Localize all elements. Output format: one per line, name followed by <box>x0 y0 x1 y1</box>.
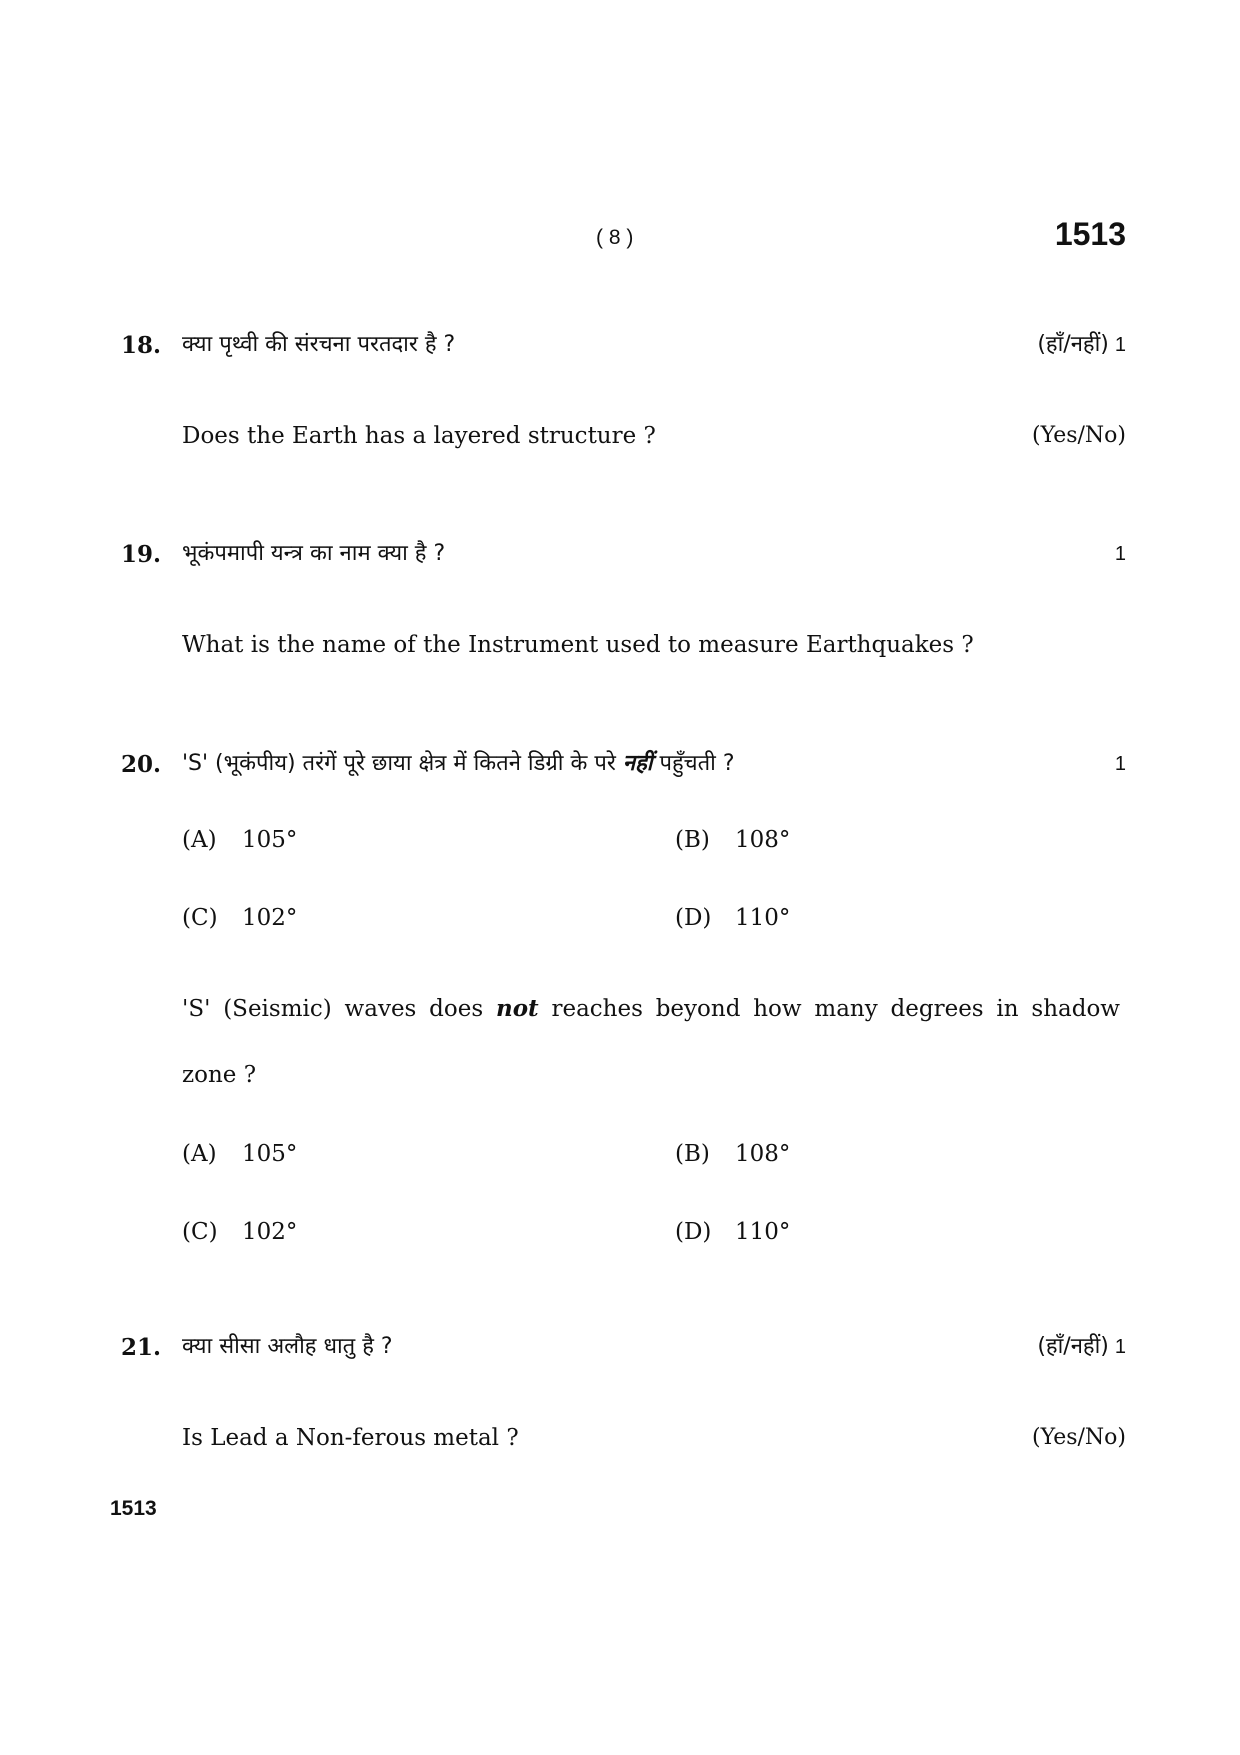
question-21-english: Is Lead a Non-ferous metal ? <box>182 1425 519 1451</box>
option-value: 110° <box>735 905 791 931</box>
question-18-hindi: क्या पृथ्वी की संरचना परतदार है ? <box>182 332 456 357</box>
option-value: 102° <box>242 905 298 931</box>
option-label: (A) <box>182 827 217 853</box>
emphasis-not-english: not <box>495 995 539 1022</box>
paper-code-header: 1513 <box>1054 216 1126 252</box>
option-label: (D) <box>675 1219 712 1245</box>
option-value: 110° <box>735 1219 791 1245</box>
option-b-hindi <box>675 827 790 853</box>
paper-code-footer: 1513 <box>110 1497 157 1520</box>
question-18-hindi-right <box>1037 328 1126 358</box>
marks: 1 <box>1114 753 1126 775</box>
question-number-18: 18. <box>121 332 162 359</box>
option-value: 105° <box>242 1141 298 1167</box>
option-value: 105° <box>242 827 298 853</box>
option-value: 108° <box>735 827 791 853</box>
option-a-hindi <box>182 827 297 853</box>
question-20-hindi <box>182 747 735 777</box>
answer-format-hindi: (हाँ/नहीं) <box>1037 1334 1109 1359</box>
option-label: (C) <box>182 905 218 931</box>
question-18-english: Does the Earth has a layered structure ? <box>182 423 656 449</box>
emphasis-not-hindi: नहीं <box>622 751 653 776</box>
marks: 1 <box>1114 1336 1126 1358</box>
option-value: 108° <box>735 1141 791 1167</box>
question-21-hindi-right <box>1037 1330 1126 1360</box>
marks: 1 <box>1114 543 1126 565</box>
option-b-english <box>675 1141 790 1167</box>
answer-format-hindi: (हाँ/नहीं) <box>1037 332 1109 357</box>
option-label: (B) <box>675 827 710 853</box>
question-20-hindi-text: 'S' (भूकंपीय) तरंगें पूरे छाया क्षेत्र में कितने डिग्री के परे <box>182 751 616 776</box>
answer-format-english: (Yes/No) <box>1032 423 1126 448</box>
option-c-hindi <box>182 905 297 931</box>
option-label: (A) <box>182 1141 217 1167</box>
question-number-21: 21. <box>121 1334 162 1361</box>
question-number-20: 20. <box>121 751 162 778</box>
option-label: (B) <box>675 1141 710 1167</box>
question-20-english <box>182 995 1120 1022</box>
question-20-english-continued: zone ? <box>182 1062 257 1088</box>
option-d-hindi <box>675 905 790 931</box>
question-19-hindi: भूकंपमापी यन्त्र का नाम क्या है ? <box>182 541 446 566</box>
option-label: (D) <box>675 905 712 931</box>
option-value: 102° <box>242 1219 298 1245</box>
question-19-english: What is the name of the Instrument used to measure Earthquakes ? <box>182 632 974 658</box>
question-20-hindi-text-end: पहुँचती ? <box>659 751 735 776</box>
option-label: (C) <box>182 1219 218 1245</box>
question-21-hindi: क्या सीसा अलौह धातु है ? <box>182 1334 393 1359</box>
option-c-english <box>182 1219 297 1245</box>
question-20-english-text-end: reaches beyond how many degrees in shadow <box>551 996 1120 1022</box>
option-d-english <box>675 1219 790 1245</box>
page-number: ( 8 ) <box>596 226 634 249</box>
question-20-english-text: 'S' (Seismic) waves does <box>182 996 484 1022</box>
option-a-english <box>182 1141 297 1167</box>
answer-format-english: (Yes/No) <box>1032 1425 1126 1450</box>
marks: 1 <box>1114 334 1126 356</box>
question-number-19: 19. <box>121 541 162 568</box>
